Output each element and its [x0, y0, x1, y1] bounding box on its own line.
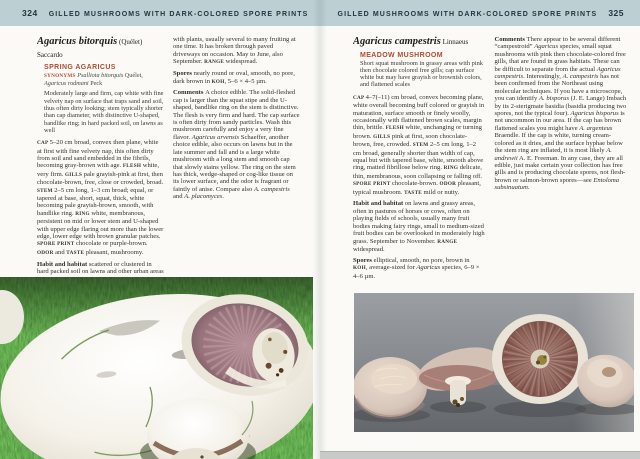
- running-header-right: [338, 8, 624, 18]
- description-paragraph: CAP 5–20 cm broad, convex then plane, white at first with fine velvety nap, this often dirty from soil and sand embedded in the fibrils, becoming gray-brown with age. FLESH white, very firm. GILLS pale grayish-pink at first, then chocolate-brown, free, close or crowded, broad. STEM 2–5 cm long, 1–3 cm broad; equal, or tapered at base, short, squat, thick, white becoming pale grayish-brown, smooth, with bandlike ring. RING white, membranous, persistent on mid or lower stem and U-shaped with upper edge flaring out more than the lower edge, lower edge with brown granular patches. SPORE PRINT chocolate or purple-brown. ODOR and TASTE pleasant, mushroomy.: [37, 139, 164, 256]
- species-title-campestris: Agaricus campestris Linnaeus: [353, 36, 469, 47]
- species-title-bitorquis: Agaricus bitorquis (Quélet) Saccardo: [37, 36, 143, 59]
- field-summary: Moderately large and firm, cap white with fine velvety nap on surface that traps sand and soil, thus often dirty looking; stem typically shorter than cap diameter, with distinctive U-shaped, bandlike ring; in hard packed soil, on lawns as well: [44, 90, 164, 134]
- spores-paragraph: Spores elliptical, smooth, no pore, brown in KOH, average-sized for Agaricus species, 6–9 × 4–6 µm.: [353, 256, 480, 280]
- running-title-left: GILLED MUSHROOMS WITH DARK-COLORED SPORE PRINTS: [48, 11, 309, 18]
- spores-paragraph: Spores nearly round or oval, smooth, no pore, dark brown in KOH, 5–6 × 4–5 µm.: [173, 70, 295, 85]
- common-name-heading: SPRING AGARICUS: [44, 64, 116, 71]
- photo-agaricus-campestris: [354, 293, 634, 432]
- habitat-paragraph: Habit and habitat on lawns and grassy areas, often in pastures of horses or cows, often on playing fields of schools, usually many fruit bodies making fairy rings, small to medium-sized fruit bodies can be overlooked in moderately high grass. September to November. RANGE widespread.: [353, 200, 485, 253]
- page-number-right: 325: [608, 8, 624, 18]
- comments-paragraph: Comments A choice edible. The solid-fleshed cap is larger than the squat stipe and the U-shaped, bandlike ring on the stem is distinctive. The flesh is very firm and hard. The cap surface is often dirty from sandy particles. Wash this mushroom carefully and enjoy a very fine flavor. Agaricus arvensis Schaeffer, another choice edible, also occurs on lawns but in the late summer and fall and is a large white mushroom with a long stem and smooth cap that slowly stains yellow. The ring on the stem has thick, wedge-shaped or cog-like tissue on its lower surface, and the odor is fragrant or faintly of anise. Compare also A. campestris and A. placomyces.: [173, 89, 300, 201]
- species-intro-block: [353, 52, 486, 89]
- common-name-heading: MEADOW MUSHROOM: [360, 51, 443, 59]
- running-title-right: GILLED MUSHROOMS WITH DARK-COLORED SPORE PRINTS: [337, 11, 598, 18]
- page-edge: [320, 451, 640, 459]
- running-header-left: [22, 8, 308, 18]
- synonyms-line: SYNONYMS Psalliota bitorquis Quélet, Agaricus rodmani Peck: [44, 72, 143, 88]
- comments-paragraph: Comments There appear to be several different “campestroid” Agaricus species, small squat mushrooms with pink then chocolate-colored free gills, that are found in grass habitats. These can be difficult to separate from the actual Agaricus campestris. Interestingly, A. campestris has not been confirmed from the Northeast using molecular techniques. If you have a microscope, you can identify A. bisporus (J. E. Lange) Imbach by its 2-sterigmate basidia (basidia producing two spores, not the typical four). Agaricus bisporus is not uncommon in our area. If the cap has brown flattened scales you might have A. argenteus Braendle. If the cap is white, turning cream-colored as it dries, and the surface hyphae below the stem ring are inflated, it is most likely A. andrewii A. E. Freeman. In any case, they are all edible, just make certain your collection has free gills and is producing chocolate spores, not flesh-brown or salmon-brown spores—see Entoloma subsinuatum.: [494, 36, 627, 192]
- photo-agaricus-bitorquis: [0, 277, 313, 459]
- article-agaricus-bitorquis: [37, 36, 300, 276]
- description-paragraph: CAP 4–7(–11) cm broad, convex becoming plane, white overall becoming buff colored or grayish in maturation, surface smooth or finely woolly, occasionally with flattened brown scales, margin thin, brittle. FLESH white, unchanging or turning brown. GILLS pink at first, soon chocolate-brown, free, crowded. STEM 2–5 cm long, 1–2 cm broad, generally shorter than width of cap, equal but with tapered base, white, smooth above ring, matted fibrillose below ring. RING delicate, thin, membranous, soon collapsing or falling off. SPORE PRINT chocolate-brown. ODOR pleasant, typical mushroom. TASTE mild or nutty.: [353, 93, 485, 196]
- article-agaricus-campestris: [353, 36, 627, 288]
- habitat-paragraph: Habit and habitat scattered or clustered in hard packed soil on lawns and other urban areas with plants, usually several to many fruiting at one time. It has broken through paved driveways on occasion. May to June, also September. RANGE widespread.: [37, 36, 296, 276]
- page-gutter: [313, 0, 327, 459]
- field-summary: Short squat mushroom in grassy areas with pink then chocolate colored free gills; cap surface white but may have grayish or brownish colors, and flattened scales: [360, 59, 484, 89]
- page-number-left: 324: [22, 8, 38, 18]
- species-intro-block: [37, 64, 164, 134]
